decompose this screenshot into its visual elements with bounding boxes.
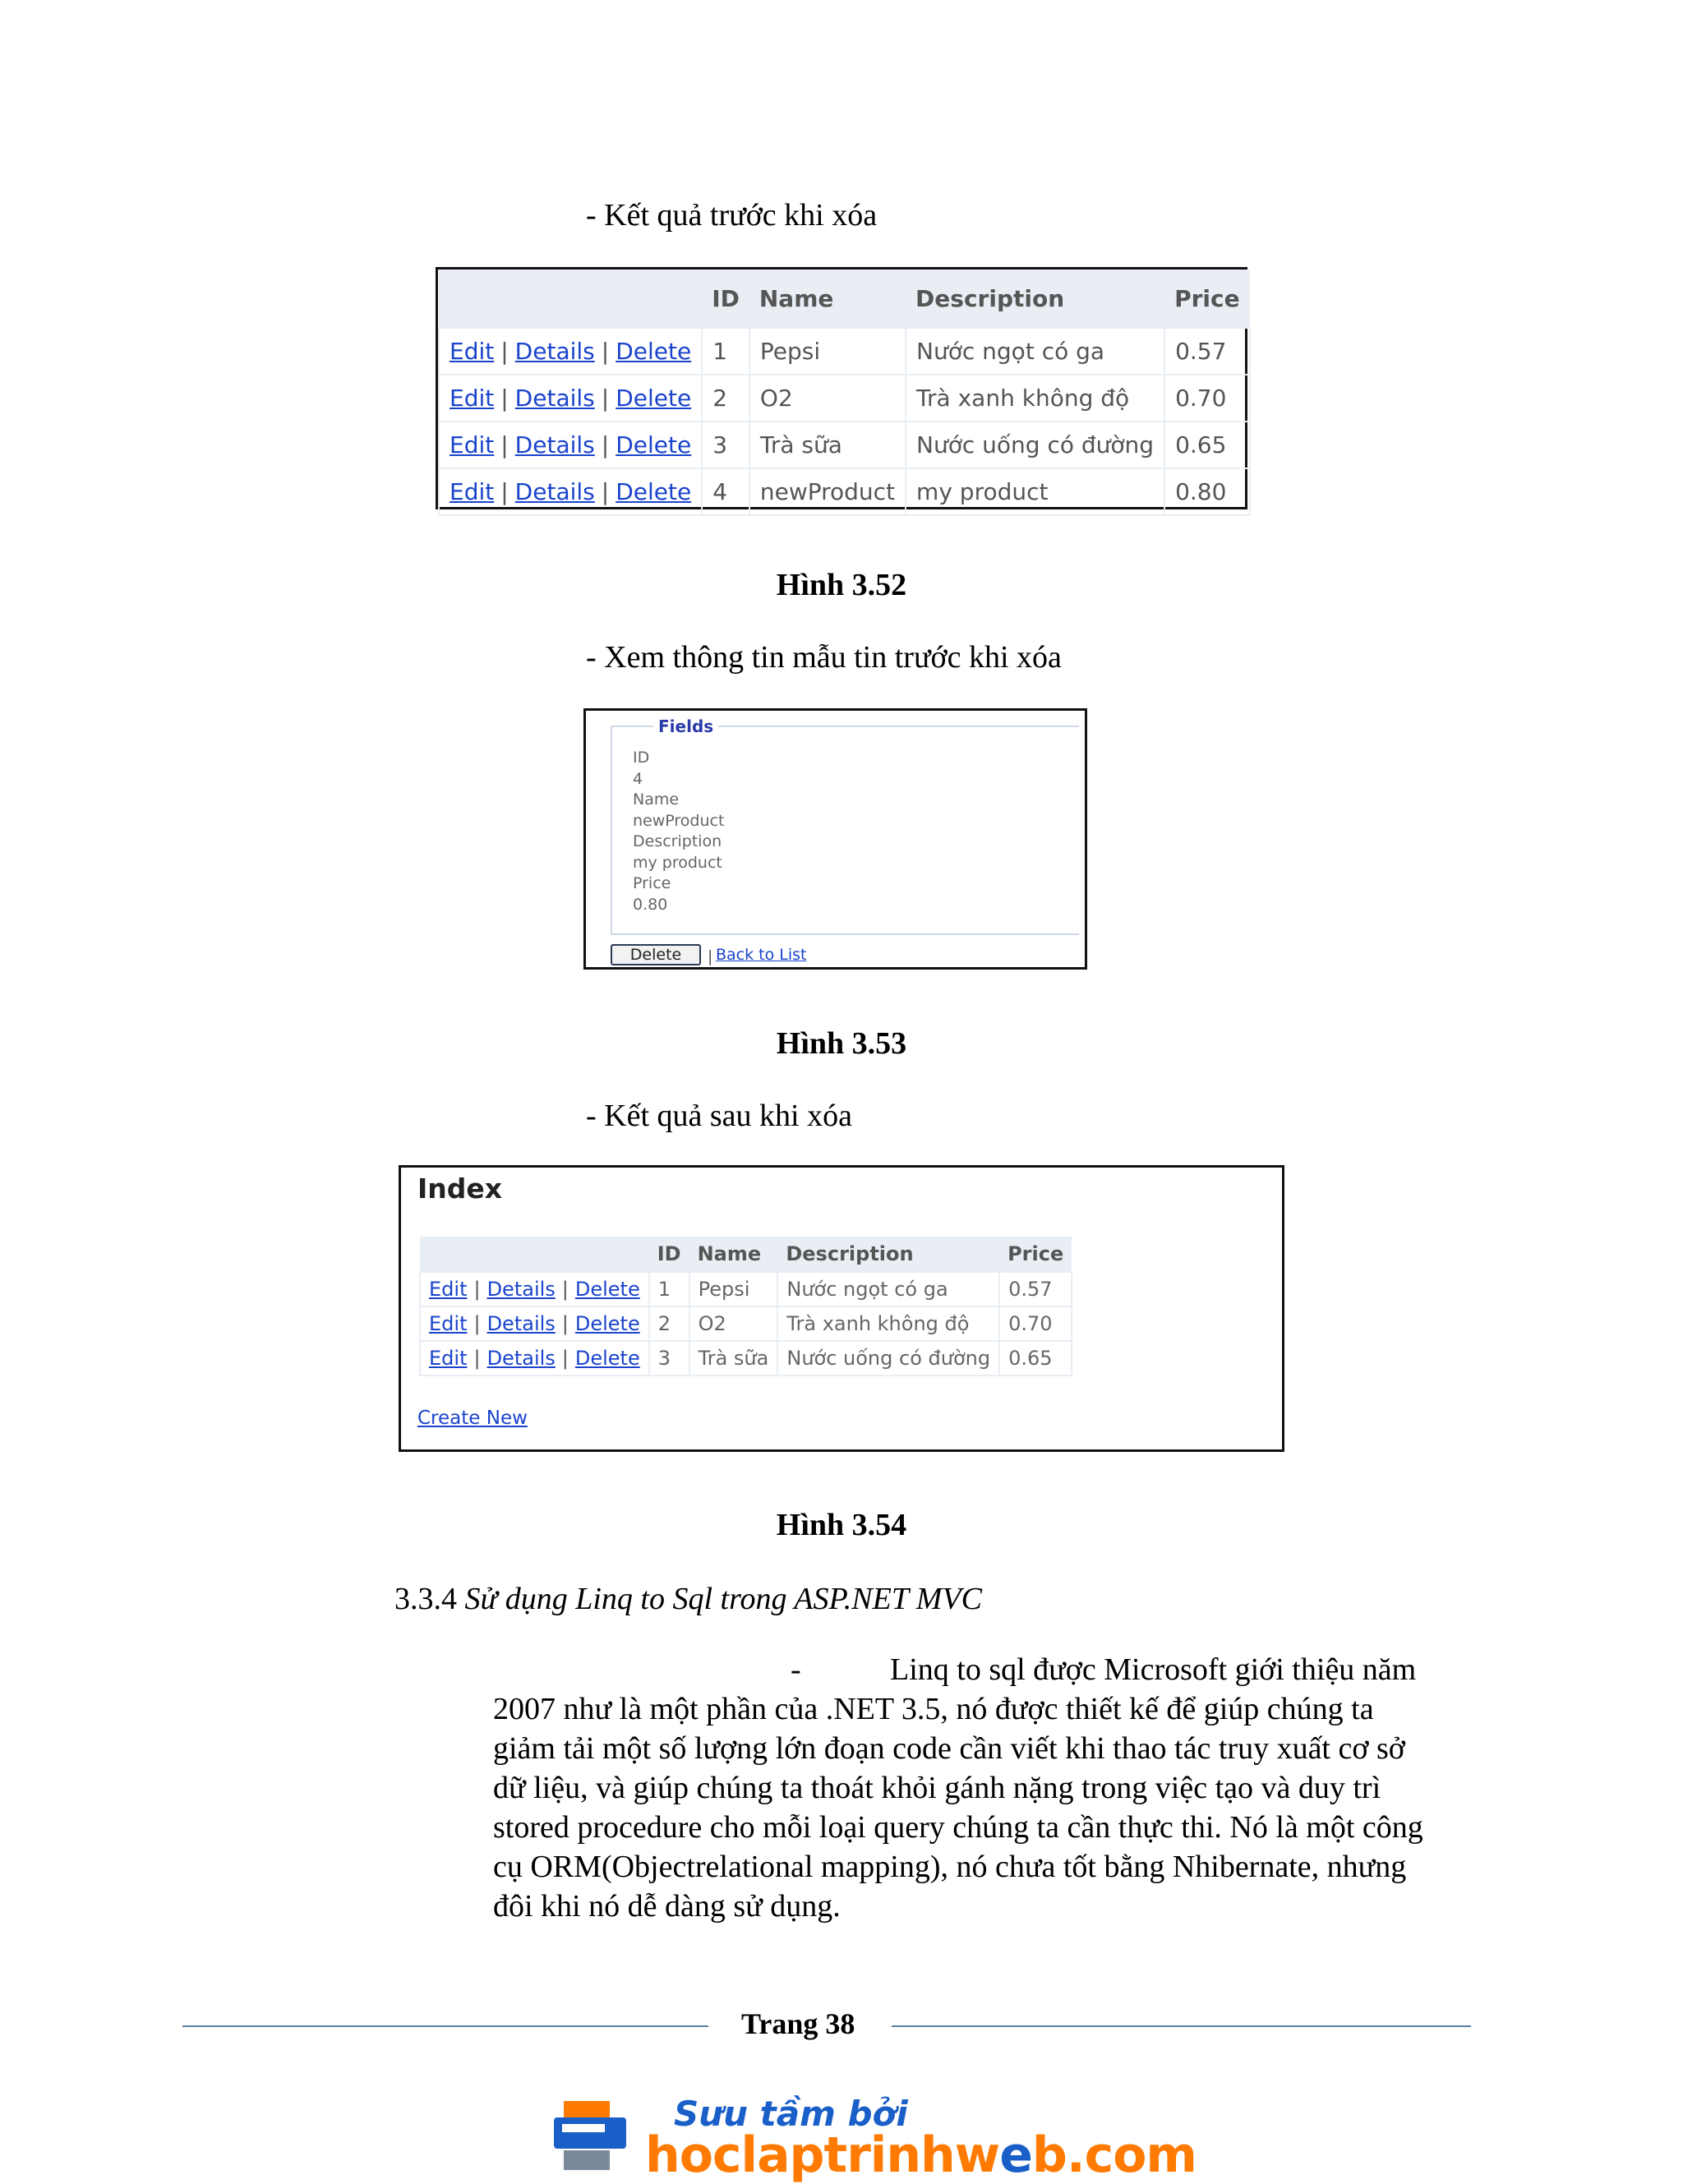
details-link[interactable]: Details: [486, 1278, 556, 1301]
cell-description: Trà xanh không độ: [906, 375, 1164, 422]
cell-price: 0.80: [1164, 468, 1250, 515]
screenshot-list-before-delete: [436, 267, 1247, 509]
actions-column-header: [420, 1237, 649, 1272]
cell-description: Trà xanh không độ: [777, 1306, 999, 1341]
delete-link[interactable]: Delete: [616, 431, 692, 458]
products-table: [419, 1237, 1072, 1376]
logo-icon: [552, 2099, 628, 2173]
link-separator: |: [708, 947, 713, 965]
column-header-description: Description: [906, 270, 1164, 328]
details-link[interactable]: Details: [486, 1312, 556, 1335]
cell-id: 1: [649, 1272, 689, 1306]
logo-tagline: Sưu tầm bởi: [674, 2094, 908, 2134]
edit-link[interactable]: Edit: [450, 338, 495, 365]
link-separator: |: [561, 1278, 569, 1301]
fieldset-legend: Fields: [653, 717, 718, 735]
field-label: Price: [633, 874, 671, 892]
delete-link[interactable]: Delete: [574, 1312, 640, 1335]
link-separator: |: [500, 338, 509, 365]
row-actions: [439, 375, 702, 422]
link-separator: |: [500, 431, 509, 458]
table-header-row: [420, 1237, 1072, 1272]
field-list: [633, 748, 724, 915]
table-row: [420, 1306, 1072, 1341]
page-number: Trang 38: [741, 2007, 855, 2040]
field-value: my product: [633, 853, 722, 872]
link-separator: |: [601, 431, 610, 458]
column-header-id: ID: [702, 270, 749, 328]
footer-rule-right: [892, 2025, 1471, 2027]
edit-link[interactable]: Edit: [429, 1278, 468, 1301]
paragraph-line: Linq to sql được Microsoft giới thiệu năm: [890, 1652, 1417, 1687]
figure-caption-3-54: Hình 3.54: [776, 1508, 907, 1542]
section-heading: [394, 1579, 982, 1619]
link-separator: |: [473, 1347, 481, 1370]
details-link[interactable]: Details: [514, 478, 595, 505]
paragraph-line: cụ ORM(Objectrelational mapping), nó chưa tốt bằng Nhibernate, nhưng: [493, 1850, 1407, 1884]
actions-column-header: [439, 270, 702, 328]
field-value: 4: [633, 769, 643, 788]
delete-link[interactable]: Delete: [574, 1347, 640, 1370]
row-actions: [439, 468, 702, 515]
link-separator: |: [500, 385, 509, 412]
edit-link[interactable]: Edit: [450, 431, 495, 458]
cell-id: 3: [702, 422, 749, 468]
table-row: [439, 375, 1250, 422]
paragraph-line: đôi khi nó dễ dàng sử dụng.: [493, 1889, 841, 1924]
column-header-price: Price: [1164, 270, 1250, 328]
details-link[interactable]: Details: [486, 1347, 556, 1370]
cell-name: Pepsi: [749, 328, 906, 375]
paragraph-line: 2007 như là một phần của .NET 3.5, nó được thiết kế để giúp chúng ta: [493, 1692, 1374, 1726]
back-to-list-link[interactable]: Back to List: [716, 946, 807, 964]
intro-before-delete: - Kết quả trước khi xóa: [586, 198, 878, 233]
row-actions: [420, 1306, 649, 1341]
fields-fieldset: [611, 716, 1079, 935]
row-actions: [439, 328, 702, 375]
table-row: [439, 468, 1250, 515]
link-separator: |: [601, 478, 610, 505]
logo-wordmark: [645, 2126, 1197, 2184]
figure-caption-3-53: Hình 3.53: [776, 1026, 907, 1061]
edit-link[interactable]: Edit: [429, 1347, 468, 1370]
cell-id: 1: [702, 328, 749, 375]
cell-price: 0.70: [1164, 375, 1250, 422]
cell-price: 0.70: [999, 1306, 1072, 1341]
field-label: Name: [633, 790, 680, 809]
cell-price: 0.57: [1164, 328, 1250, 375]
cell-name: O2: [749, 375, 906, 422]
cell-description: Nước uống có đường: [777, 1341, 999, 1375]
cell-price: 0.57: [999, 1272, 1072, 1306]
cell-id: 2: [649, 1306, 689, 1341]
intro-view-details: - Xem thông tin mẫu tin trước khi xóa: [586, 640, 1062, 675]
table-row: [439, 422, 1250, 468]
link-separator: |: [601, 385, 610, 412]
intro-after-delete: - Kết quả sau khi xóa: [586, 1099, 852, 1133]
field-label: ID: [633, 749, 650, 767]
field-value: 0.80: [633, 895, 668, 914]
cell-name: Trà sữa: [689, 1341, 778, 1375]
column-header-description: Description: [777, 1237, 999, 1272]
delete-link[interactable]: Delete: [574, 1278, 640, 1301]
footer-rule-left: [182, 2025, 708, 2027]
logo-wordmark-part: hoclaptrinhw: [645, 2126, 1000, 2184]
field-value: newProduct: [633, 811, 725, 830]
link-separator: |: [500, 478, 509, 505]
column-header-price: Price: [999, 1237, 1072, 1272]
cell-name: Pepsi: [689, 1272, 778, 1306]
field-label: Description: [633, 832, 722, 850]
table-row: [439, 328, 1250, 375]
delete-link[interactable]: Delete: [616, 385, 692, 412]
logo-wordmark-part: b.com: [1031, 2126, 1197, 2184]
cell-id: 3: [649, 1341, 689, 1375]
cell-id: 2: [702, 375, 749, 422]
cell-name: newProduct: [749, 468, 906, 515]
edit-link[interactable]: Edit: [429, 1312, 468, 1335]
products-table: [438, 270, 1251, 516]
table-row: [420, 1341, 1072, 1375]
create-new-link[interactable]: Create New: [417, 1408, 528, 1429]
cell-name: O2: [689, 1306, 778, 1341]
link-separator: |: [473, 1278, 481, 1301]
cell-description: Nước ngọt có ga: [777, 1272, 999, 1306]
edit-link[interactable]: Edit: [450, 478, 495, 505]
section-title: Sử dụng Linq to Sql trong ASP.NET MVC: [464, 1582, 983, 1616]
screenshot-delete-confirmation: [583, 708, 1087, 970]
cell-description: Nước ngọt có ga: [906, 328, 1164, 375]
index-title: Index: [417, 1173, 503, 1205]
column-header-name: Name: [749, 270, 906, 328]
row-actions: [420, 1341, 649, 1375]
cell-description: my product: [906, 468, 1164, 515]
cell-description: Nước uống có đường: [906, 422, 1164, 468]
table-row: [420, 1272, 1072, 1306]
link-separator: |: [601, 338, 610, 365]
link-separator: |: [473, 1312, 481, 1335]
screenshot-index-after-delete: [399, 1165, 1284, 1452]
details-link[interactable]: Details: [514, 431, 595, 458]
edit-link[interactable]: Edit: [450, 385, 495, 412]
delete-button[interactable]: Delete: [611, 944, 701, 965]
details-link[interactable]: Details: [514, 385, 595, 412]
bullet-dash: -: [791, 1652, 801, 1687]
link-separator: |: [561, 1312, 569, 1335]
delete-link[interactable]: Delete: [616, 338, 692, 365]
row-actions: [420, 1272, 649, 1306]
paragraph-line: dữ liệu, và giúp chúng ta thoát khỏi gánh nặng trong việc tạo và duy trì: [493, 1771, 1381, 1805]
figure-caption-3-52: Hình 3.52: [776, 568, 907, 602]
cell-id: 4: [702, 468, 749, 515]
column-header-name: Name: [689, 1237, 778, 1272]
section-number: 3.3.4: [394, 1582, 465, 1616]
cell-price: 0.65: [1164, 422, 1250, 468]
delete-link[interactable]: Delete: [616, 478, 692, 505]
link-separator: |: [561, 1347, 569, 1370]
table-header-row: [439, 270, 1250, 328]
logo-wordmark-part: e: [999, 2126, 1032, 2184]
column-header-id: ID: [649, 1237, 689, 1272]
details-link[interactable]: Details: [514, 338, 595, 365]
paragraph-line: giảm tải một số lượng lớn đoạn code cần viết khi thao tác truy xuất cơ sở: [493, 1731, 1405, 1766]
row-actions: [439, 422, 702, 468]
cell-name: Trà sữa: [749, 422, 906, 468]
paragraph-line: stored procedure cho mỗi loại query chúng ta cần thực thi. Nó là một công: [493, 1810, 1423, 1845]
cell-price: 0.65: [999, 1341, 1072, 1375]
